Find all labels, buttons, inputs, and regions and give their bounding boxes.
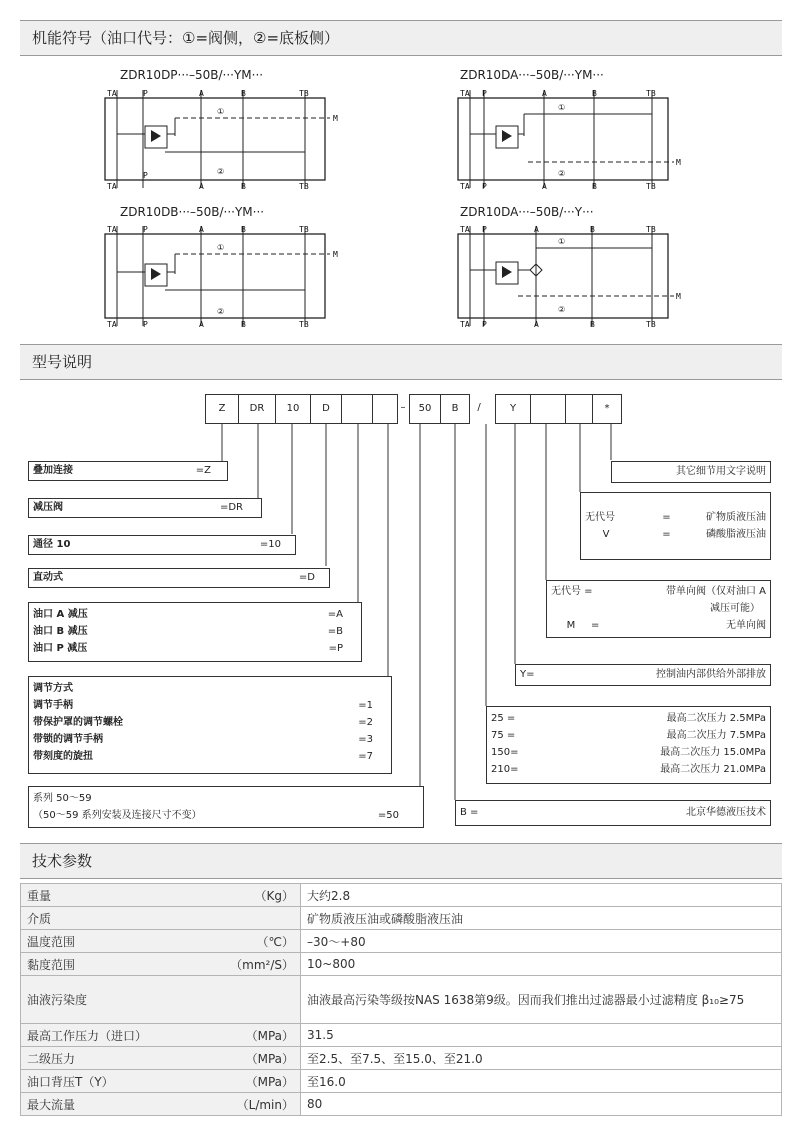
pressure-code: 150= — [491, 747, 519, 758]
desc-box-jyf — [28, 498, 262, 518]
param-value: 80 — [301, 1093, 782, 1116]
port-label: TB — [646, 182, 656, 191]
desc-code: =Z — [195, 465, 211, 476]
port-label: A — [199, 182, 204, 191]
check-code: M — [566, 620, 576, 631]
param-value: 矿物质液压油或磷酸脂液压油 — [301, 907, 782, 930]
param-name: 重量 — [27, 888, 52, 903]
port-label: P — [482, 225, 487, 234]
port-label: TB — [299, 182, 309, 191]
desc-code: =A — [327, 609, 343, 620]
series-note: （50～59 系列安装及连接尺寸不变） — [33, 810, 202, 821]
port-label: B — [592, 182, 597, 191]
param-name: 最高工作压力（进口） — [27, 1028, 148, 1043]
param-name: 温度范围 — [27, 934, 76, 949]
port-label: A — [542, 89, 547, 98]
desc-code: =P — [328, 643, 343, 654]
desc-box-series — [28, 786, 424, 828]
port-label: P — [482, 182, 487, 191]
param-value: 至16.0 — [301, 1070, 782, 1093]
pressure-desc: 最高二次压力 15.0MPa — [660, 747, 766, 758]
table-row — [21, 1093, 782, 1116]
desc-label: 带刻度的旋扭 — [33, 751, 93, 762]
pressure-desc: 最高二次压力 2.5MPa — [666, 713, 766, 724]
desc-label: 减压阀 — [33, 502, 63, 513]
desc-box-y — [515, 664, 771, 686]
check-eq: = — [591, 620, 600, 631]
m-label: M — [676, 158, 681, 167]
code-cell: 10 — [275, 394, 311, 424]
brand-desc: 北京华德液压技术 — [686, 807, 766, 818]
port-label: B — [241, 225, 246, 234]
pressure-code: 75 = — [491, 730, 516, 741]
desc-label: 油口 B 减压 — [33, 626, 88, 637]
desc-box-check — [546, 580, 771, 638]
desc-box-pressure — [486, 706, 771, 784]
plate-side-label: ② — [558, 169, 566, 178]
port-label: P — [143, 89, 148, 98]
desc-label: 直动式 — [33, 572, 63, 583]
port-label: P — [143, 225, 148, 234]
desc-code: =D — [298, 572, 315, 583]
param-unit: （L/min） — [236, 1097, 294, 1112]
param-name: 二级压力 — [27, 1051, 76, 1066]
valve-side-label: ① — [217, 243, 225, 252]
port-label: P — [143, 320, 148, 329]
desc-box-zj — [28, 461, 228, 481]
param-unit: （MPa） — [245, 1074, 294, 1089]
desc-box-port — [28, 602, 362, 662]
desc-label: 叠加连接 — [33, 465, 73, 476]
m-label: M — [333, 114, 338, 123]
param-name: 黏度范围 — [27, 957, 76, 972]
series-label: 系列 50～59 — [33, 793, 92, 804]
code-cell: Y — [495, 394, 531, 424]
port-label: TA — [460, 320, 470, 329]
m-label: M — [333, 250, 338, 259]
desc-box-brand — [455, 800, 771, 826]
desc-label: 调节手柄 — [33, 700, 73, 711]
port-label: TB — [646, 89, 656, 98]
code-dash: – — [400, 402, 406, 413]
param-name: 介质 — [27, 911, 52, 926]
fluid-code: V — [602, 529, 610, 540]
pressure-desc: 最高二次压力 21.0MPa — [660, 764, 766, 775]
port-label: A — [199, 320, 204, 329]
param-unit: （℃） — [256, 934, 294, 949]
port-label: P — [482, 89, 487, 98]
port-label: TA — [460, 182, 470, 191]
port-label: TB — [299, 89, 309, 98]
brand-code: B = — [460, 807, 479, 818]
pressure-desc: 最高二次压力 7.5MPa — [666, 730, 766, 741]
param-unit: （MPa） — [245, 1028, 294, 1043]
desc-code: =50 — [377, 810, 399, 821]
param-name: 最大流量 — [27, 1097, 76, 1112]
param-name: 油液污染度 — [27, 993, 88, 1007]
port-label: P — [143, 171, 148, 180]
desc-code: =DR — [219, 502, 243, 513]
plate-side-label: ② — [217, 167, 225, 176]
desc-code: =7 — [358, 751, 373, 762]
valve-side-label: ① — [558, 103, 566, 112]
table-row — [21, 976, 782, 1024]
desc-box-other — [611, 461, 771, 483]
symbol-title-2: ZDR10DA···–50B/···YM··· — [460, 68, 604, 82]
desc-label: 带锁的调节手柄 — [33, 734, 103, 745]
port-label: TB — [299, 225, 309, 234]
desc-code: =B — [327, 626, 343, 637]
plate-side-label: ② — [217, 307, 225, 316]
code-cell: DR — [238, 394, 276, 424]
param-value: 10~800 — [301, 953, 782, 976]
desc-label: 其它细节用文字说明 — [676, 466, 766, 477]
param-unit: （Kg） — [254, 888, 294, 903]
spec-table — [20, 883, 782, 1116]
fluid-desc: 矿物质液压油 — [705, 512, 766, 523]
table-row — [21, 884, 782, 907]
port-label: TB — [646, 225, 656, 234]
code-cell: * — [592, 394, 622, 424]
section-title: 型号说明 — [32, 353, 93, 371]
valve-side-label: ① — [558, 237, 566, 246]
port-label: P — [482, 320, 487, 329]
code-cell: B — [440, 394, 470, 424]
port-label: B — [241, 182, 246, 191]
desc-code: =3 — [358, 734, 373, 745]
param-value: 31.5 — [301, 1024, 782, 1047]
param-value: 油液最高污染等级按NAS 1638第9级。因而我们推出过滤器最小过滤精度 β₁₀≥75 — [301, 976, 782, 1024]
code-slash: / — [477, 402, 481, 413]
section-header-params — [20, 843, 782, 879]
section-title: 技术参数 — [32, 852, 93, 870]
table-row — [21, 953, 782, 976]
symbol-title-1: ZDR10DP···–50B/···YM··· — [120, 68, 264, 82]
pressure-code: 25 = — [491, 713, 516, 724]
plate-side-label: ② — [558, 305, 566, 314]
table-row — [21, 907, 782, 930]
port-label: TA — [460, 89, 470, 98]
port-label: TA — [107, 225, 117, 234]
fluid-eq: = — [662, 512, 671, 523]
pressure-code: 210= — [491, 764, 519, 775]
port-label: A — [534, 320, 539, 329]
section-title: 机能符号（油口代号：①=阀侧，②=底板侧） — [32, 29, 340, 47]
port-label: A — [199, 225, 204, 234]
port-label: B — [241, 89, 246, 98]
port-label: B — [590, 225, 595, 234]
port-label: TB — [299, 320, 309, 329]
code-cell: Z — [205, 394, 239, 424]
port-label: TA — [107, 320, 117, 329]
check-desc: 无单向阀 — [726, 620, 766, 631]
y-code: Y= — [520, 669, 535, 680]
table-row — [21, 1070, 782, 1093]
fluid-desc: 磷酸脂液压油 — [705, 529, 766, 540]
check-desc: 带单向阀（仅对油口 A — [665, 586, 766, 597]
desc-box-zds — [28, 568, 330, 588]
desc-code: =10 — [259, 539, 281, 550]
port-label: TB — [646, 320, 656, 329]
table-row — [21, 1024, 782, 1047]
param-value: 至2.5、至7.5、至15.0、至21.0 — [301, 1047, 782, 1070]
symbol-title-4: ZDR10DA···–50B/···Y··· — [460, 205, 594, 219]
table-row — [21, 1047, 782, 1070]
desc-box-tj — [28, 535, 296, 555]
port-label: TA — [460, 225, 470, 234]
param-name: 油口背压T（Y） — [27, 1074, 114, 1089]
param-value: 大约2.8 — [301, 884, 782, 907]
desc-box-fluid — [580, 492, 771, 560]
port-label: B — [590, 320, 595, 329]
fluid-eq: = — [662, 529, 671, 540]
desc-label: 带保护罩的调节螺栓 — [33, 717, 123, 728]
param-unit: （MPa） — [245, 1051, 294, 1066]
desc-label: 油口 P 减压 — [33, 643, 88, 654]
desc-code: =2 — [358, 717, 373, 728]
code-cell: D — [310, 394, 342, 424]
fluid-code: 无代号 — [585, 512, 615, 523]
symbol-title-3: ZDR10DB···–50B/···YM··· — [120, 205, 265, 219]
param-value: –30～+80 — [301, 930, 782, 953]
port-label: B — [592, 89, 597, 98]
table-row — [21, 930, 782, 953]
adjust-title: 调节方式 — [33, 683, 73, 694]
port-label: A — [534, 225, 539, 234]
code-cell: 50 — [409, 394, 441, 424]
port-label: TA — [107, 89, 117, 98]
desc-label: 通径 10 — [33, 539, 71, 550]
port-label: B — [241, 320, 246, 329]
desc-label: 油口 A 减压 — [33, 609, 88, 620]
desc-code: =1 — [358, 700, 373, 711]
port-label: A — [199, 89, 204, 98]
valve-side-label: ① — [217, 107, 225, 116]
port-label: TA — [107, 182, 117, 191]
check-code: 无代号 = — [551, 586, 593, 597]
m-label: M — [676, 292, 681, 301]
check-desc: 减压可能） — [710, 603, 760, 614]
desc-box-adjust — [28, 676, 392, 774]
param-unit: （mm²/S） — [230, 957, 294, 972]
y-desc: 控制油内部供给外部排放 — [656, 669, 766, 680]
port-label: A — [542, 182, 547, 191]
